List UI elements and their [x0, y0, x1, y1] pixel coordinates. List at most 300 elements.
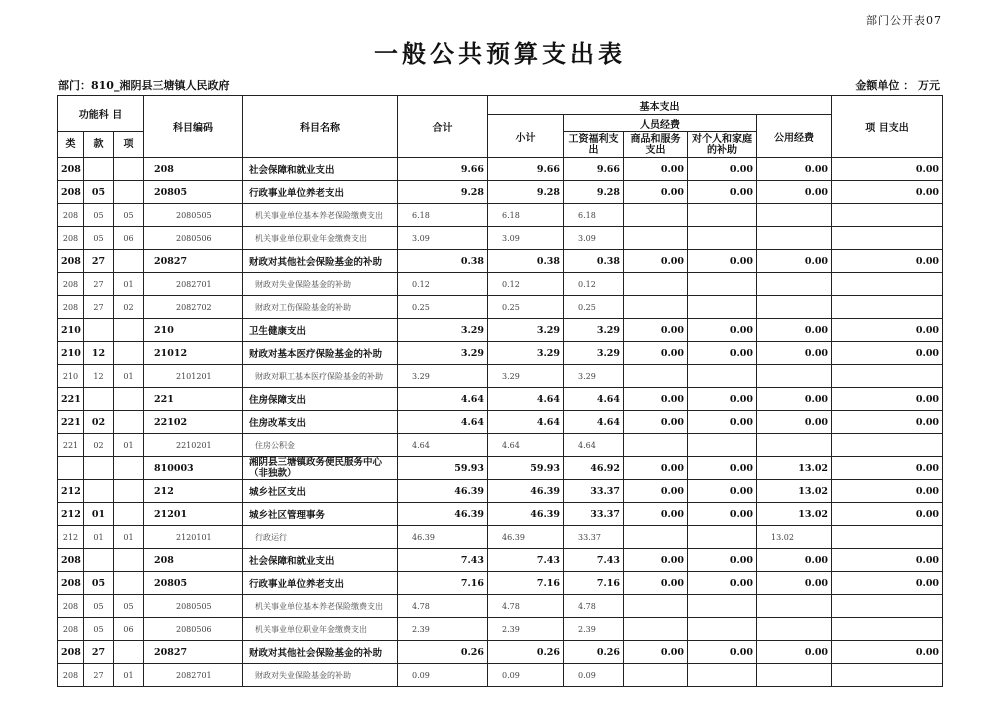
cell-goods — [624, 526, 688, 549]
cell-public: 0.00 — [757, 388, 832, 411]
cell-subtotal: 0.09 — [488, 664, 564, 687]
cell-xiang — [114, 457, 144, 480]
table-row — [58, 227, 943, 250]
col-individual: 对个人和家庭的补助 — [688, 132, 757, 158]
cell-xiang: 01 — [114, 434, 144, 457]
cell-kuan: 05 — [84, 618, 114, 641]
cell-project: 0.00 — [832, 181, 943, 204]
cell-total: 3.09 — [398, 227, 488, 250]
cell-kuan: 05 — [84, 572, 114, 595]
cell-subtotal: 0.25 — [488, 296, 564, 319]
cell-public — [757, 273, 832, 296]
cell-goods — [624, 434, 688, 457]
cell-public — [757, 204, 832, 227]
cell-goods: 0.00 — [624, 572, 688, 595]
cell-subtotal: 46.39 — [488, 480, 564, 503]
cell-project: 0.00 — [832, 457, 943, 480]
cell-code: 22102 — [144, 411, 243, 434]
cell-salary: 7.16 — [564, 572, 624, 595]
cell-salary: 0.26 — [564, 641, 624, 664]
table-row — [58, 549, 943, 572]
cell-kuan: 27 — [84, 664, 114, 687]
cell-project — [832, 204, 943, 227]
cell-individual: 0.00 — [688, 158, 757, 181]
cell-goods — [624, 273, 688, 296]
cell-lei: 210 — [58, 365, 84, 388]
cell-name: 行政事业单位养老支出 — [243, 572, 398, 595]
cell-code: 20805 — [144, 181, 243, 204]
cell-kuan — [84, 549, 114, 572]
cell-salary: 9.28 — [564, 181, 624, 204]
cell-total: 0.12 — [398, 273, 488, 296]
cell-salary: 3.29 — [564, 365, 624, 388]
col-func-subject: 功能科 目 — [58, 96, 144, 132]
cell-individual — [688, 204, 757, 227]
cell-subtotal: 7.16 — [488, 572, 564, 595]
cell-project: 0.00 — [832, 158, 943, 181]
cell-name: 社会保障和就业支出 — [243, 549, 398, 572]
cell-lei: 208 — [58, 664, 84, 687]
cell-total: 9.66 — [398, 158, 488, 181]
cell-project: 0.00 — [832, 250, 943, 273]
cell-subtotal: 4.78 — [488, 595, 564, 618]
col-name: 科目名称 — [243, 96, 398, 158]
cell-individual — [688, 227, 757, 250]
cell-salary: 2.39 — [564, 618, 624, 641]
cell-xiang: 05 — [114, 595, 144, 618]
col-subtotal: 小计 — [488, 115, 564, 158]
cell-public — [757, 664, 832, 687]
cell-name: 机关事业单位基本养老保险缴费支出 — [243, 595, 398, 618]
cell-lei: 208 — [58, 250, 84, 273]
cell-subtotal: 3.09 — [488, 227, 564, 250]
cell-lei: 208 — [58, 181, 84, 204]
table-row — [58, 204, 943, 227]
cell-subtotal: 3.29 — [488, 365, 564, 388]
cell-total: 3.29 — [398, 319, 488, 342]
amount-unit-label: 金额单位 ： 万元 — [855, 79, 940, 92]
col-kuan: 款 — [84, 132, 114, 158]
cell-public: 0.00 — [757, 641, 832, 664]
cell-salary: 9.66 — [564, 158, 624, 181]
cell-project — [832, 595, 943, 618]
cell-total: 0.38 — [398, 250, 488, 273]
cell-kuan — [84, 457, 114, 480]
cell-name: 住房保障支出 — [243, 388, 398, 411]
col-salary: 工资福利支出 — [564, 132, 624, 158]
cell-project — [832, 273, 943, 296]
cell-subtotal: 46.39 — [488, 503, 564, 526]
cell-individual — [688, 618, 757, 641]
cell-goods: 0.00 — [624, 388, 688, 411]
cell-code: 2080505 — [144, 595, 243, 618]
cell-individual: 0.00 — [688, 457, 757, 480]
cell-project — [832, 618, 943, 641]
cell-xiang — [114, 641, 144, 664]
cell-name: 财政对其他社会保险基金的补助 — [243, 641, 398, 664]
cell-project — [832, 664, 943, 687]
cell-project: 0.00 — [832, 319, 943, 342]
cell-name: 行政事业单位养老支出 — [243, 181, 398, 204]
cell-total: 6.18 — [398, 204, 488, 227]
cell-project — [832, 526, 943, 549]
cell-salary: 33.37 — [564, 503, 624, 526]
cell-kuan — [84, 319, 114, 342]
table-row — [58, 434, 943, 457]
cell-total: 9.28 — [398, 181, 488, 204]
cell-salary: 3.09 — [564, 227, 624, 250]
cell-salary: 0.09 — [564, 664, 624, 687]
cell-lei: 221 — [58, 411, 84, 434]
cell-kuan: 01 — [84, 526, 114, 549]
cell-total: 46.39 — [398, 480, 488, 503]
cell-lei: 208 — [58, 572, 84, 595]
cell-xiang: 06 — [114, 227, 144, 250]
cell-salary: 4.64 — [564, 388, 624, 411]
cell-total: 0.26 — [398, 641, 488, 664]
cell-lei: 221 — [58, 434, 84, 457]
cell-xiang: 01 — [114, 365, 144, 388]
cell-salary: 6.18 — [564, 204, 624, 227]
cell-salary: 46.92 — [564, 457, 624, 480]
cell-xiang — [114, 388, 144, 411]
cell-kuan: 05 — [84, 204, 114, 227]
cell-project — [832, 434, 943, 457]
table-row — [58, 572, 943, 595]
cell-total: 46.39 — [398, 526, 488, 549]
cell-xiang — [114, 250, 144, 273]
cell-public: 0.00 — [757, 411, 832, 434]
cell-code: 21012 — [144, 342, 243, 365]
cell-subtotal: 6.18 — [488, 204, 564, 227]
cell-total: 59.93 — [398, 457, 488, 480]
cell-subtotal: 4.64 — [488, 388, 564, 411]
cell-lei — [58, 457, 84, 480]
cell-public — [757, 434, 832, 457]
department-label: 部门：810_湘阴县三塘镇人民政府 — [58, 79, 230, 92]
cell-subtotal: 9.66 — [488, 158, 564, 181]
cell-code: 810003 — [144, 457, 243, 480]
cell-subtotal: 0.38 — [488, 250, 564, 273]
cell-lei: 212 — [58, 503, 84, 526]
cell-individual — [688, 526, 757, 549]
cell-lei: 208 — [58, 204, 84, 227]
cell-code: 2082701 — [144, 664, 243, 687]
cell-total: 7.43 — [398, 549, 488, 572]
cell-kuan: 12 — [84, 342, 114, 365]
cell-xiang — [114, 480, 144, 503]
cell-subtotal: 7.43 — [488, 549, 564, 572]
cell-name: 机关事业单位职业年金缴费支出 — [243, 227, 398, 250]
cell-code: 20805 — [144, 572, 243, 595]
table-row — [58, 526, 943, 549]
col-project: 项 目支出 — [832, 96, 943, 158]
cell-subtotal: 0.26 — [488, 641, 564, 664]
cell-kuan: 05 — [84, 227, 114, 250]
cell-xiang — [114, 572, 144, 595]
table-row — [58, 296, 943, 319]
cell-kuan: 05 — [84, 595, 114, 618]
cell-name: 机关事业单位职业年金缴费支出 — [243, 618, 398, 641]
table-row — [58, 503, 943, 526]
cell-xiang: 01 — [114, 664, 144, 687]
cell-goods — [624, 204, 688, 227]
cell-salary: 3.29 — [564, 319, 624, 342]
cell-code: 2080506 — [144, 618, 243, 641]
cell-public: 0.00 — [757, 572, 832, 595]
cell-name: 机关事业单位基本养老保险缴费支出 — [243, 204, 398, 227]
cell-salary: 3.29 — [564, 342, 624, 365]
cell-project: 0.00 — [832, 549, 943, 572]
cell-public — [757, 227, 832, 250]
col-lei: 类 — [58, 132, 84, 158]
cell-xiang — [114, 319, 144, 342]
cell-subtotal: 2.39 — [488, 618, 564, 641]
cell-kuan — [84, 480, 114, 503]
cell-name: 城乡社区管理事务 — [243, 503, 398, 526]
cell-total: 46.39 — [398, 503, 488, 526]
cell-lei: 208 — [58, 227, 84, 250]
cell-public: 0.00 — [757, 319, 832, 342]
cell-public: 0.00 — [757, 158, 832, 181]
cell-xiang — [114, 342, 144, 365]
table-row — [58, 595, 943, 618]
col-goods: 商品和服务支出 — [624, 132, 688, 158]
cell-project: 0.00 — [832, 503, 943, 526]
cell-total: 2.39 — [398, 618, 488, 641]
cell-goods — [624, 618, 688, 641]
cell-goods: 0.00 — [624, 503, 688, 526]
cell-project — [832, 296, 943, 319]
cell-individual — [688, 296, 757, 319]
cell-name: 财政对其他社会保险基金的补助 — [243, 250, 398, 273]
cell-subtotal: 0.12 — [488, 273, 564, 296]
cell-public: 0.00 — [757, 549, 832, 572]
table-row — [58, 273, 943, 296]
cell-kuan: 27 — [84, 296, 114, 319]
cell-total: 4.64 — [398, 434, 488, 457]
cell-code: 2082701 — [144, 273, 243, 296]
cell-kuan: 02 — [84, 411, 114, 434]
cell-goods — [624, 365, 688, 388]
cell-code: 2080505 — [144, 204, 243, 227]
cell-individual — [688, 434, 757, 457]
cell-xiang — [114, 158, 144, 181]
cell-name: 行政运行 — [243, 526, 398, 549]
cell-goods — [624, 595, 688, 618]
table-row — [58, 641, 943, 664]
cell-project — [832, 365, 943, 388]
cell-kuan: 12 — [84, 365, 114, 388]
cell-individual: 0.00 — [688, 572, 757, 595]
cell-name: 卫生健康支出 — [243, 319, 398, 342]
cell-goods: 0.00 — [624, 342, 688, 365]
cell-project: 0.00 — [832, 572, 943, 595]
cell-salary: 4.78 — [564, 595, 624, 618]
cell-lei: 221 — [58, 388, 84, 411]
cell-goods: 0.00 — [624, 549, 688, 572]
cell-name: 财政对职工基本医疗保险基金的补助 — [243, 365, 398, 388]
cell-public: 13.02 — [757, 526, 832, 549]
cell-total: 0.25 — [398, 296, 488, 319]
cell-kuan: 27 — [84, 273, 114, 296]
cell-name: 住房公积金 — [243, 434, 398, 457]
table-row — [58, 181, 943, 204]
cell-individual: 0.00 — [688, 411, 757, 434]
cell-individual: 0.00 — [688, 480, 757, 503]
cell-code: 212 — [144, 480, 243, 503]
cell-goods — [624, 296, 688, 319]
cell-name: 湘阴县三塘镇政务便民服务中心（非独款） — [243, 457, 398, 480]
cell-public — [757, 595, 832, 618]
cell-lei: 212 — [58, 526, 84, 549]
table-row — [58, 618, 943, 641]
cell-lei: 208 — [58, 549, 84, 572]
col-xiang: 项 — [114, 132, 144, 158]
cell-code: 2210201 — [144, 434, 243, 457]
cell-code: 20827 — [144, 641, 243, 664]
cell-name: 财政对工伤保险基金的补助 — [243, 296, 398, 319]
cell-project: 0.00 — [832, 342, 943, 365]
cell-kuan: 27 — [84, 641, 114, 664]
table-body — [58, 158, 943, 687]
cell-goods: 0.00 — [624, 411, 688, 434]
cell-public: 0.00 — [757, 250, 832, 273]
cell-name: 财政对失业保险基金的补助 — [243, 664, 398, 687]
cell-subtotal: 4.64 — [488, 434, 564, 457]
cell-individual: 0.00 — [688, 181, 757, 204]
cell-xiang: 06 — [114, 618, 144, 641]
cell-individual: 0.00 — [688, 319, 757, 342]
cell-lei: 208 — [58, 158, 84, 181]
cell-code: 2080506 — [144, 227, 243, 250]
cell-lei: 208 — [58, 273, 84, 296]
cell-total: 4.78 — [398, 595, 488, 618]
table-row — [58, 457, 943, 480]
cell-project — [832, 227, 943, 250]
cell-xiang: 02 — [114, 296, 144, 319]
cell-salary: 4.64 — [564, 411, 624, 434]
cell-public — [757, 296, 832, 319]
cell-salary: 0.38 — [564, 250, 624, 273]
table-row — [58, 158, 943, 181]
cell-subtotal: 9.28 — [488, 181, 564, 204]
cell-public: 13.02 — [757, 480, 832, 503]
cell-code: 208 — [144, 549, 243, 572]
cell-subtotal: 3.29 — [488, 319, 564, 342]
table-row — [58, 411, 943, 434]
cell-public — [757, 365, 832, 388]
cell-individual — [688, 664, 757, 687]
cell-goods: 0.00 — [624, 457, 688, 480]
cell-kuan — [84, 388, 114, 411]
cell-total: 0.09 — [398, 664, 488, 687]
cell-project: 0.00 — [832, 388, 943, 411]
cell-goods — [624, 664, 688, 687]
cell-code: 20827 — [144, 250, 243, 273]
cell-salary: 0.12 — [564, 273, 624, 296]
cell-code: 2082702 — [144, 296, 243, 319]
cell-public — [757, 618, 832, 641]
cell-individual: 0.00 — [688, 342, 757, 365]
cell-lei: 210 — [58, 342, 84, 365]
cell-code: 221 — [144, 388, 243, 411]
cell-individual: 0.00 — [688, 250, 757, 273]
cell-name: 社会保障和就业支出 — [243, 158, 398, 181]
cell-salary: 7.43 — [564, 549, 624, 572]
cell-kuan — [84, 158, 114, 181]
cell-individual — [688, 273, 757, 296]
cell-xiang — [114, 181, 144, 204]
cell-individual: 0.00 — [688, 388, 757, 411]
table-row — [58, 480, 943, 503]
col-code: 科目编码 — [144, 96, 243, 158]
col-basic: 基本支出 — [488, 96, 832, 115]
cell-goods: 0.00 — [624, 319, 688, 342]
cell-code: 21201 — [144, 503, 243, 526]
col-total: 合计 — [398, 96, 488, 158]
cell-kuan: 05 — [84, 181, 114, 204]
page-title: 一般公共预算支出表 — [374, 39, 626, 68]
cell-kuan: 02 — [84, 434, 114, 457]
cell-salary: 33.37 — [564, 526, 624, 549]
cell-xiang: 01 — [114, 273, 144, 296]
cell-public: 0.00 — [757, 181, 832, 204]
budget-table — [57, 95, 943, 687]
cell-project: 0.00 — [832, 641, 943, 664]
cell-xiang: 05 — [114, 204, 144, 227]
cell-project: 0.00 — [832, 480, 943, 503]
cell-individual: 0.00 — [688, 549, 757, 572]
cell-salary: 33.37 — [564, 480, 624, 503]
table-row — [58, 388, 943, 411]
cell-public: 13.02 — [757, 457, 832, 480]
cell-goods: 0.00 — [624, 250, 688, 273]
cell-code: 208 — [144, 158, 243, 181]
cell-project: 0.00 — [832, 411, 943, 434]
cell-total: 4.64 — [398, 411, 488, 434]
cell-goods — [624, 227, 688, 250]
cell-lei: 208 — [58, 595, 84, 618]
cell-individual: 0.00 — [688, 503, 757, 526]
cell-subtotal: 4.64 — [488, 411, 564, 434]
cell-xiang: 01 — [114, 526, 144, 549]
col-public: 公用经费 — [757, 115, 832, 158]
col-personnel: 人员经费 — [564, 115, 757, 132]
table-row — [58, 365, 943, 388]
cell-lei: 208 — [58, 296, 84, 319]
cell-xiang — [114, 411, 144, 434]
cell-lei: 212 — [58, 480, 84, 503]
table-row — [58, 250, 943, 273]
table-number: 部门公开表07 — [866, 14, 942, 27]
cell-salary: 0.25 — [564, 296, 624, 319]
cell-xiang — [114, 549, 144, 572]
cell-total: 3.29 — [398, 365, 488, 388]
cell-salary: 4.64 — [564, 434, 624, 457]
table-row — [58, 342, 943, 365]
cell-lei: 208 — [58, 641, 84, 664]
cell-lei: 208 — [58, 618, 84, 641]
cell-goods: 0.00 — [624, 480, 688, 503]
cell-individual: 0.00 — [688, 641, 757, 664]
cell-kuan: 01 — [84, 503, 114, 526]
cell-code: 2120101 — [144, 526, 243, 549]
table-header — [58, 96, 943, 158]
table-row — [58, 664, 943, 687]
cell-name: 城乡社区支出 — [243, 480, 398, 503]
cell-subtotal: 59.93 — [488, 457, 564, 480]
